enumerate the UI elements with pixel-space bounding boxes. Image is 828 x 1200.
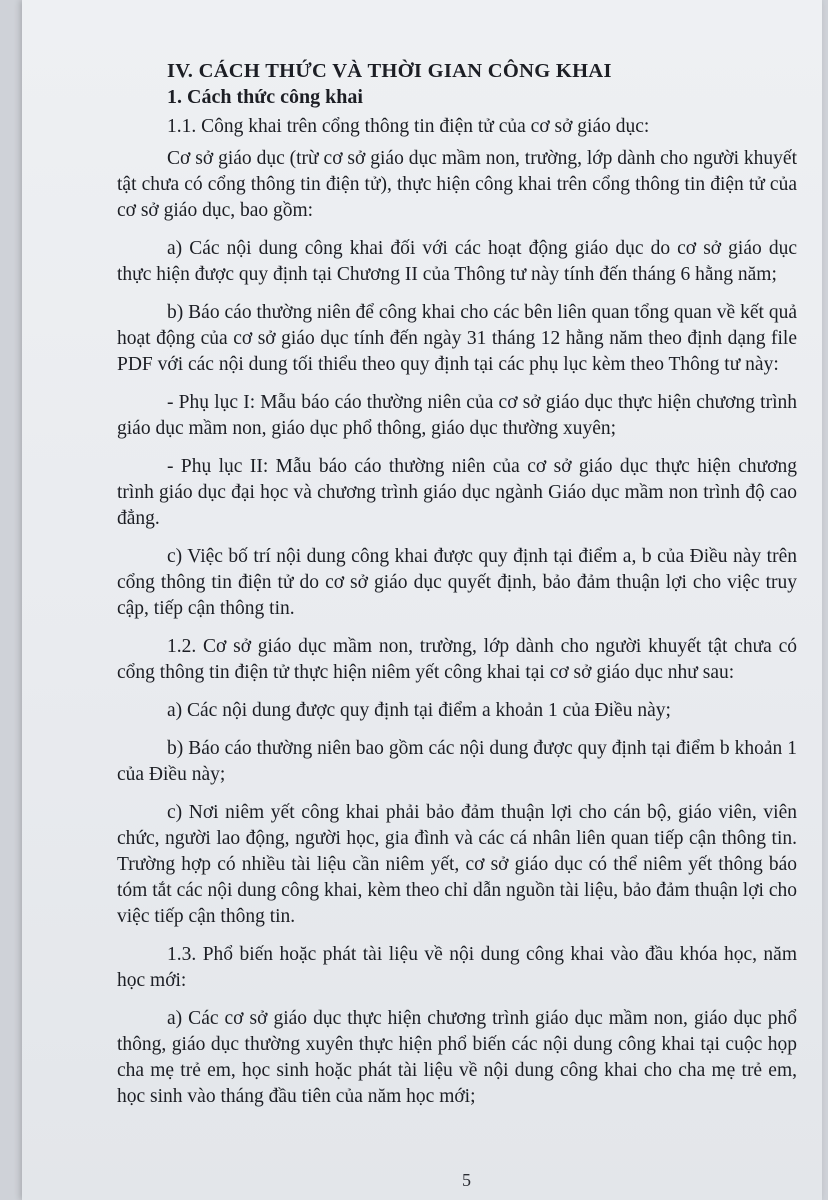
paragraph-appendix-2: - Phụ lục II: Mẫu báo cáo thường niên của cơ sở giáo dục thực hiện chương trình giáo dục đại học và chương trình giáo dục ngành Giáo dục mầm non trình độ cao đẳng. [117,456,797,529]
paragraph-b: b) Báo cáo thường niên để công khai cho các bên liên quan tổng quan về kết quả hoạt động của cơ sở giáo dục tính đến ngày 31 tháng 12 hằng năm theo định dạng file PDF với các nội dung tối thiểu theo quy định tại các phụ lục kèm theo Thông tư này: [117,302,797,375]
document-page [22,0,822,1200]
sub-title: 1. Cách thức công khai [167,86,363,108]
paragraph-1-2: 1.2. Cơ sở giáo dục mầm non, trường, lớp dành cho người khuyết tật chưa có cổng thông tin điện tử thực hiện niêm yết công khai tại cơ sở giáo dục như sau: [117,636,797,683]
paragraph-1-3-a: a) Các cơ sở giáo dục thực hiện chương trình giáo dục mầm non, giáo dục phổ thông, giáo dục thường xuyên thực hiện phổ biến các nội dung công khai tại cuộc họp cha mẹ trẻ em, học sinh hoặc phát tài liệu về nội dung công khai cho cha mẹ trẻ em, học sinh vào tháng đầu tiên của năm học mới; [117,1008,797,1107]
paragraph-1-2-c: c) Nơi niêm yết công khai phải bảo đảm thuận lợi cho cán bộ, giáo viên, viên chức, người lao động, người học, gia đình và các cá nhân liên quan tiếp cận thông tin. Trường hợp có nhiều tài liệu cần niêm yết, cơ sở giáo dục có thể niêm yết thông báo tóm tắt các nội dung công khai, kèm theo chỉ dẫn nguồn tài liệu, bảo đảm thuận lợi cho việc tiếp cận thông tin. [117,802,797,927]
paragraph-a: a) Các nội dung công khai đối với các hoạt động giáo dục do cơ sở giáo dục thực hiện được quy định tại Chương II của Thông tư này tính đến tháng 6 hằng năm; [117,238,797,285]
section-title: IV. CÁCH THỨC VÀ THỜI GIAN CÔNG KHAI [167,60,612,82]
paragraph-intro: Cơ sở giáo dục (trừ cơ sở giáo dục mầm non, trường, lớp dành cho người khuyết tật chưa có cổng thông tin điện tử), thực hiện công khai trên cổng thông tin điện tử của cơ sở giáo dục, bao gồm: [117,148,797,221]
paragraph-appendix-1: - Phụ lục I: Mẫu báo cáo thường niên của cơ sở giáo dục thực hiện chương trình giáo dục mầm non, giáo dục phổ thông, giáo dục thường xuyên; [117,392,797,439]
paragraph-1-3: 1.3. Phổ biến hoặc phát tài liệu về nội dung công khai vào đầu khóa học, năm học mới: [117,944,797,991]
paragraph-1-1: 1.1. Công khai trên cổng thông tin điện tử của cơ sở giáo dục: [167,116,650,137]
paragraph-1-2-a: a) Các nội dung được quy định tại điểm a khoản 1 của Điều này; [167,700,671,721]
paragraph-1-2-b: b) Báo cáo thường niên bao gồm các nội dung được quy định tại điểm b khoản 1 của Điều này; [117,738,797,785]
document-body [117,58,797,1122]
paragraph-c: c) Việc bố trí nội dung công khai được quy định tại điểm a, b của Điều này trên cổng thông tin điện tử do cơ sở giáo dục quyết định, bảo đảm thuận lợi cho việc truy cập, tiếp cận thông tin. [117,546,797,619]
page-number: 5 [462,1170,471,1190]
